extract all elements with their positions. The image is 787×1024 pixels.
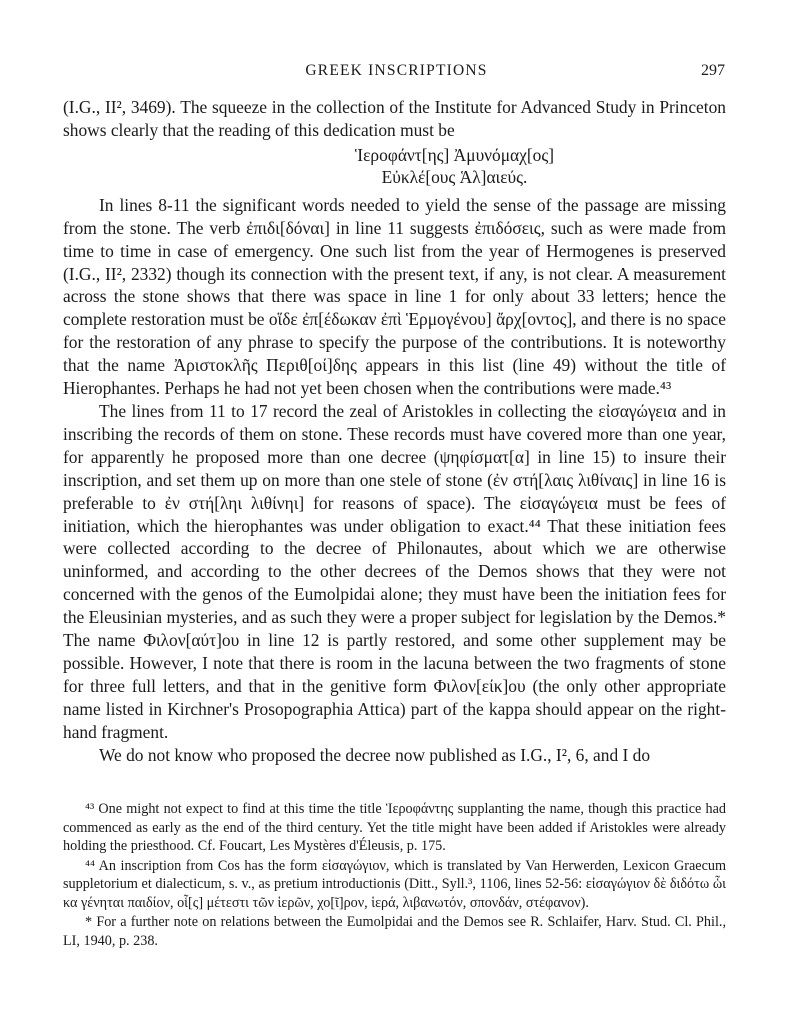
- paragraph-1: (I.G., II², 3469). The squeeze in the collection of the Institute for Advanced Study in Princeton shows clearly that the reading of this dedication must be: [63, 97, 726, 140]
- dedication-text: [63, 144, 726, 188]
- paragraph-3: The lines from 11 to 17 record the zeal of Aristokles in collecting the εἰσαγώγεια and in inscribing the records of them on stone. These records must have covered more than one year, for apparently he proposed more than one decree (ψηφίσματ[α] in line 15) to insure their inscription, and set them up on more than one stele of stone (ἐν στή[λαις λιθίναις] in line 16 is preferable to ἐν στή[ληι λιθίνηι] for reasons of space). The εἰσαγώγεια must be fees of initiation, which the hierophantes was under obligation to exact.⁴⁴ That these initiation fees were collected according to the decree of Philonautes, about which we are otherwise uninformed, and according to the other decrees of the Demos shows that they were not concerned with the genos of the Eumolpidai alone; they must have been the initiation fees for the Eleusinian mysteries, and as such they were a proper subject for legislation by the Demos.* The name Φιλον[αύτ]ου in line 12 is partly restored, and some other supplement may be possible. However, I note that there is room in the lacuna between the two fragments of stone for three full letters, and that in the genitive form Φιλον[είκ]ου (the only other appropriate name listed in Kirchner's Prosopographia Attica) part of the kappa should appear on the right-hand fragment.: [63, 400, 726, 742]
- body-text: [63, 96, 726, 766]
- page-number: 297: [701, 62, 725, 79]
- footnote-star: * For a further note on relations between the Eumolpidai and the Demos see R. Schlaifer, Harv. Stud. Cl. Phil., LI, 1940, p. 238.: [63, 914, 726, 949]
- paragraph-2: In lines 8-11 the significant words needed to yield the sense of the passage are missing from the stone. The verb ἐπιδι[δόναι] in line 11 suggests ἐπιδόσεις, such as were made from time to time in case of emergency. One such list from the year of Hermogenes is preserved (I.G., II², 2332) though its connection with the present text, if any, is not clear. A measurement across the stone shows that there was space in line 1 for only about 33 letters; hence the complete restoration must be οἵδε ἐπ[έδωκαν ἐπὶ Ἑρμογένου] ἄρχ[οντος], and there is no space for the restoration of any phrase to specify the purpose of the contributions. It is noteworthy that the name Ἀριστοκλῆς Περιθ[οί]δης appears in this list (line 49) without the title of Hierophantes. Perhaps he had not yet been chosen when the contributions were made.⁴³: [63, 194, 726, 399]
- running-title: GREEK INSCRIPTIONS: [305, 62, 488, 79]
- dedication-line-1: Ἱεροφάντ[ης] Ἀμυνόμαχ[ος]: [354, 144, 555, 165]
- paragraph-4: We do not know who proposed the decree now published as I.G., I², 6, and I do: [99, 744, 651, 765]
- dedication-line-2: Εὐκλέ[ους Ἁλ]αιεύς.: [381, 166, 528, 187]
- running-head: [66, 62, 727, 86]
- footnote-44: ⁴⁴ An inscription from Cos has the form εἰσαγώγιον, which is translated by Van Herwerden, Lexicon Graecum suppletorium et dialecticum, s. v., as pretium introductionis (Ditt., Syll.³, 1106, lines 52-56: εἰσαγώγιον δὲ διδότω ὧι κα γένηται παιδίον, οἷ[ς] μέτεστι τῶν ἱερῶν, χο[ῖ]ρον, ἱερά, λιβανωτόν, σπονδάν, στέφανον).: [63, 857, 726, 911]
- footnote-43: ⁴³ One might not expect to find at this time the title Ἱεροφάντης supplanting the name, though this practice had commenced as early as the end of the third century. Yet the title might have been added if Aristokles were already holding the priesthood. Cf. Foucart, Les Mystères d'Éleusis, p. 175.: [63, 801, 726, 854]
- footnotes: [63, 800, 726, 950]
